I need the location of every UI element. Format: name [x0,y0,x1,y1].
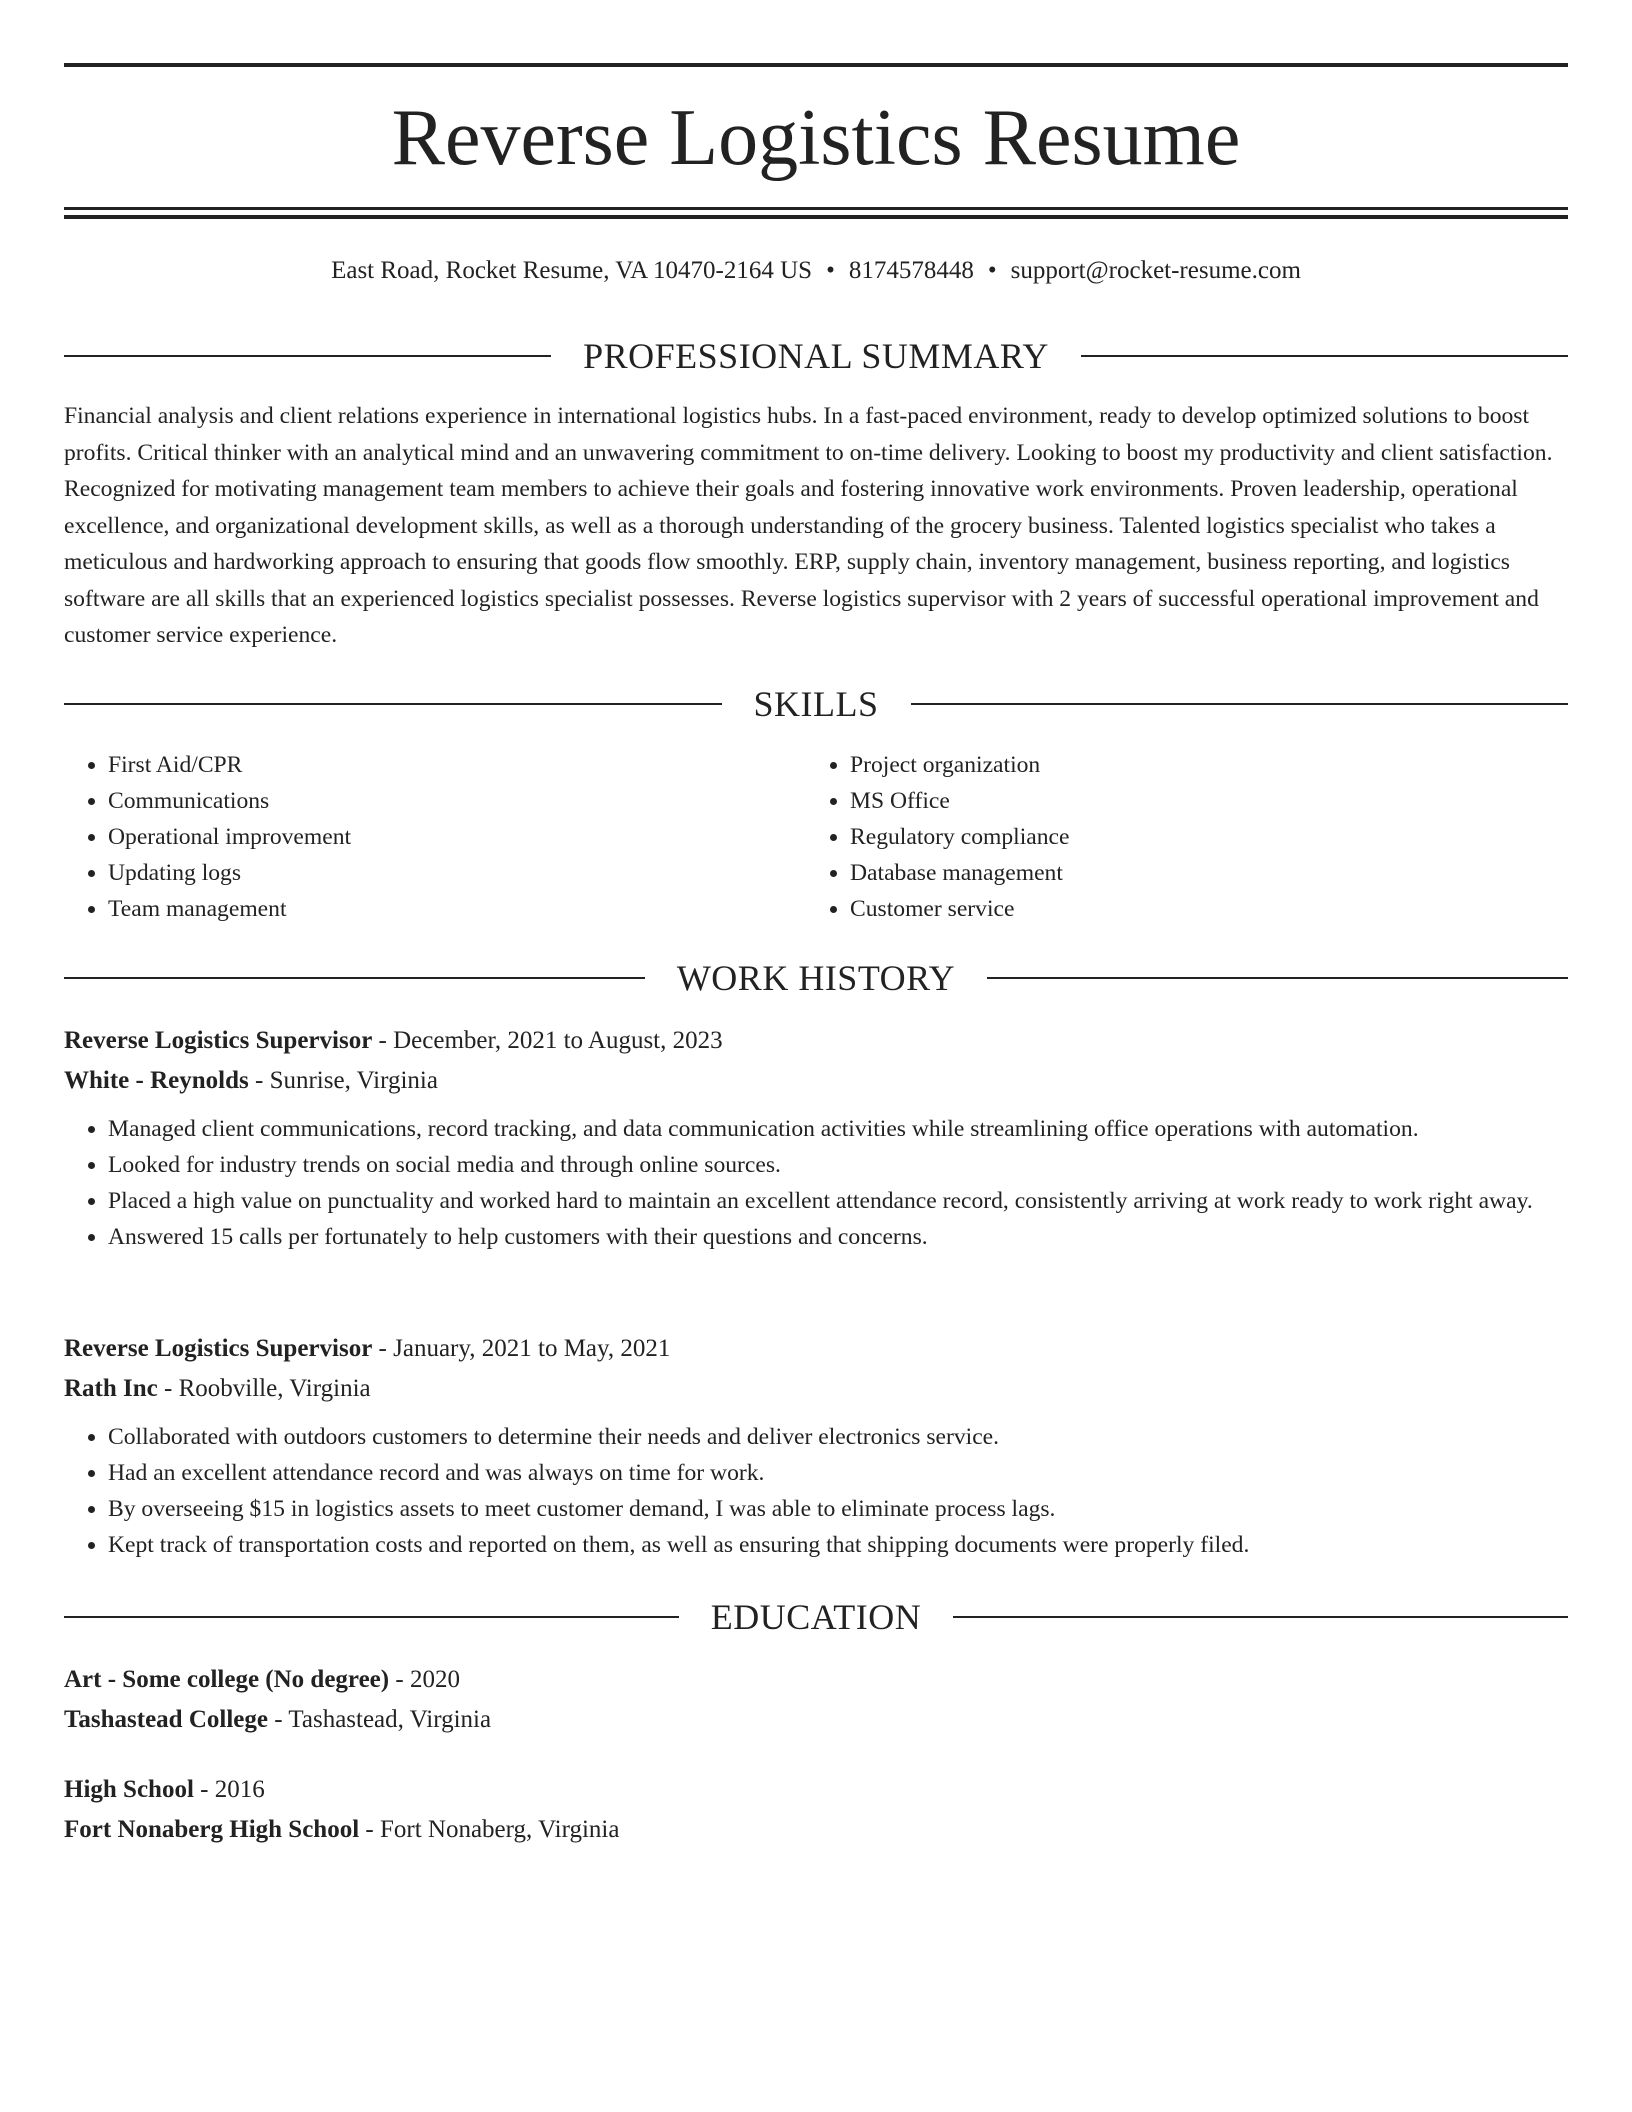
section-rule [64,977,645,979]
job-company: White - Reynolds [64,1067,249,1094]
job-title-line: Reverse Logistics Supervisor - January, 2021 to May, 2021 [64,1335,671,1362]
job-bullet: • Managed client communications, record tracking, and data communication activities while streamlining office operations with automation. [108,1111,1568,1147]
education-year: 2016 [214,1776,265,1803]
education-entry [64,1660,1568,1740]
job-bullets [64,1419,1568,1563]
job-title: Reverse Logistics Supervisor [64,1027,373,1054]
section-rule [1081,355,1568,357]
job-dates: December, 2021 to August, 2023 [393,1027,723,1054]
job-company-line: White - Reynolds - Sunrise, Virginia [64,1067,438,1094]
section-title: PROFESSIONAL SUMMARY [583,336,1049,376]
job-company: Rath Inc [64,1375,158,1402]
section-header-summary [64,334,1568,378]
section-rule [953,1616,1568,1618]
title-rule-upper [64,207,1568,210]
job-bullets [64,1111,1568,1255]
degree-line: Art - Some college (No degree) - 2020 [64,1666,460,1693]
job-dates: January, 2021 to May, 2021 [393,1335,671,1362]
section-rule [64,703,722,705]
section-title: WORK HISTORY [676,958,956,998]
job-bullet: • Placed a high value on punctuality and worked hard to maintain an excellent attendance record, consistently arriving at work ready to work right away. [108,1183,1568,1219]
skill-item: • Operational improvement [108,819,806,855]
contact-separator: • [987,257,997,284]
job-location: Sunrise, Virginia [269,1067,438,1094]
section-header-education [64,1595,1568,1639]
job-title-line: Reverse Logistics Supervisor - December, 2021 to August, 2023 [64,1027,723,1054]
education-entry [64,1770,1568,1850]
skill-item: • First Aid/CPR [108,747,806,783]
degree: High School [64,1776,194,1803]
contact-address: East Road, Rocket Resume, VA 10470-2164 US [331,257,813,284]
resume-title: Reverse Logistics Resume [391,94,1241,182]
job-bullet: • Looked for industry trends on social media and through online sources. [108,1147,1568,1183]
skill-item: • Regulatory compliance [850,819,1548,855]
skills-list [64,747,1568,927]
school-line: Tashastead College - Tashastead, Virginia [64,1706,492,1733]
skill-item: • Communications [108,783,806,819]
section-rule [987,977,1568,979]
skill-item: • Customer service [850,891,1548,927]
skills-column-right [806,747,1548,927]
skill-item: • Updating logs [108,855,806,891]
education-year: 2020 [409,1666,460,1693]
section-header-work [64,956,1568,1000]
school-location: Fort Nonaberg, Virginia [379,1816,620,1843]
top-rule [64,63,1568,67]
work-entry [64,1329,1568,1563]
contact-phone: 8174578448 [848,257,974,284]
school: Tashastead College [64,1706,268,1733]
job-company-line: Rath Inc - Roobville, Virginia [64,1375,371,1402]
section-rule [64,355,551,357]
contact-separator: • [826,257,835,284]
job-bullet: • Collaborated with outdoors customers to determine their needs and deliver electronics service. [108,1419,1568,1455]
section-rule [911,703,1569,705]
skill-item: • Project organization [850,747,1548,783]
school: Fort Nonaberg High School [64,1816,360,1843]
school-line: Fort Nonaberg High School - Fort Nonaberg, Virginia [64,1816,620,1843]
skills-column-left [64,747,806,927]
contact-line [64,253,1568,289]
degree: Art - Some college (No degree) [64,1666,390,1693]
degree-line: High School - 2016 [64,1776,265,1803]
section-title: SKILLS [753,684,879,724]
contact-email: support@rocket-resume.com [1010,257,1301,284]
job-bullet: • Answered 15 calls per fortunately to help customers with their questions and concerns. [108,1219,1568,1255]
skill-item: • Team management [108,891,806,927]
title-rule-lower [64,215,1568,219]
job-location: Roobville, Virginia [178,1375,371,1402]
job-bullet: • Kept track of transportation costs and reported on them, as well as ensuring that shipping documents were properly filed. [108,1527,1568,1563]
job-title: Reverse Logistics Supervisor [64,1335,373,1362]
skill-item: • Database management [850,855,1548,891]
section-rule [64,1616,679,1618]
section-header-skills [64,682,1568,726]
school-location: Tashastead, Virginia [288,1706,492,1733]
section-title: EDUCATION [710,1597,922,1637]
work-entry [64,1021,1568,1255]
skill-item: • MS Office [850,783,1548,819]
job-bullet: • By overseeing $15 in logistics assets to meet customer demand, I was able to eliminate process lags. [108,1491,1568,1527]
job-bullet: • Had an excellent attendance record and was always on time for work. [108,1455,1568,1491]
summary-paragraph: Financial analysis and client relations experience in international logistics hubs. In a fast-paced environment, ready to develop optimized solutions to boost profits. Critical thinker with an analytical mind and an unwavering commitment to on-time delivery. Looking to boost my productivity and client satisfaction. Recognized for motivating management team members to achieve their goals and fostering innovative work environments. Proven leadership, operational excellence, and organizational development skills, as well as a thorough understanding of the grocery business. Talented logistics specialist who takes a meticulous and hardworking approach to ensuring that goods flow smoothly. ERP, supply chain, inventory management, business reporting, and logistics software are all skills that an experienced logistics specialist possesses. Reverse logistics supervisor with 2 years of successful operational improvement and customer service experience. [64,403,1553,648]
